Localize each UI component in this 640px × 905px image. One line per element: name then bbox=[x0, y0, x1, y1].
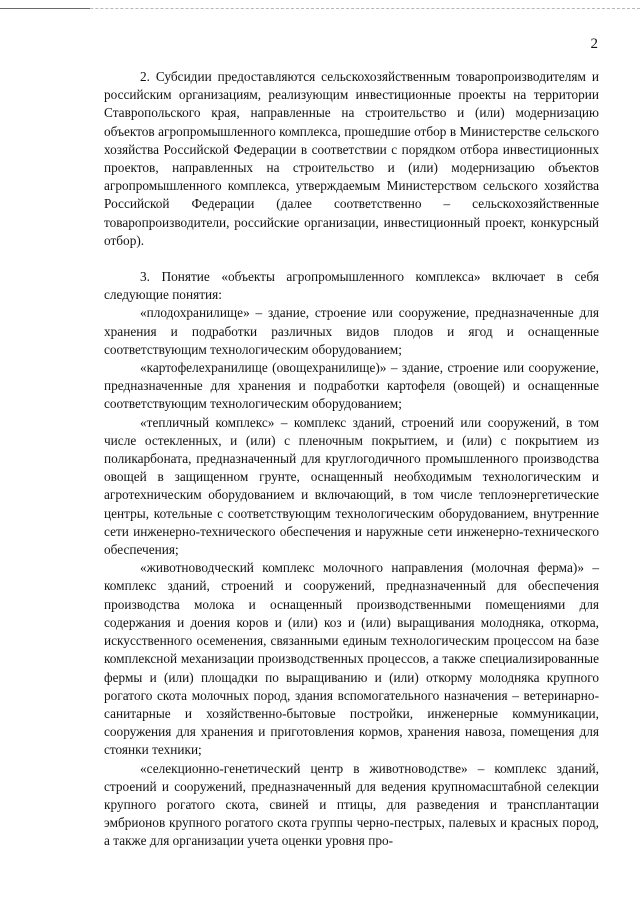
paragraph-potato-storage: «картофелехранилище (овощехранилище)» – здание, строение или сооружение, предназначенные для хранения и подработки картофеля (овощей) и оснащенные соответствующим технологическим оборудованием; bbox=[104, 360, 599, 412]
paragraph-fruit-storage: «плодохранилище» – здание, строение или сооружение, предназначенные для хранения и подработки различных видов плодов и ягод и оснащенные соответствующим технологическим оборудованием; bbox=[104, 305, 599, 357]
document-body bbox=[104, 68, 599, 851]
scan-top-edge-mark bbox=[0, 8, 90, 9]
scan-top-edge-line bbox=[0, 8, 640, 9]
paragraph-dairy-complex: «животноводческий комплекс молочного направления (молочная ферма)» – комплекс зданий, строений и сооружений, предназначенный для обеспечения производства молока и оснащенный производственными помещениями для содержания и доения коров и (или) коз и (или) выращивания молодняка, откорма, искусственного осеменения, связанными единым технологическим процессом на базе комплексной механизации производственных процессов, а также специализированные фермы и (или) площадки по выращиванию и (или) откорму молодняка крупного рогатого скота молочных пород, здания вспомогательного назначения – ветеринарно-санитарные и хозяйственно-бытовые постройки, инженерные коммуникации, сооружения для хранения и приготовления кормов, хранения навоза, помещения для стоянки техники; bbox=[104, 560, 599, 758]
paragraph-breeding-center: «селекционно-генетический центр в животноводстве» – комплекс зданий, строений и сооружений, предназначенный для ведения крупномасштабной селекции крупного рогатого скота, свиней и птицы, для разведения и трансплантации эмбрионов крупного рогатого скота группы черно-пестрых, палевых и красных пород, а также для организации учета оценки уровня про- bbox=[104, 760, 599, 849]
paragraph-agro-concept: 3. Понятие «объекты агропромышленного комплекса» включает в себя следующие понятия: bbox=[104, 269, 599, 303]
paragraph-subsidies: 2. Субсидии предоставляются сельскохозяйственным товаропроизводителям и российским организациям, реализующим инвестиционные проекты на территории Ставропольского края, направленные на строительство и (или) модернизацию объектов агропромышленного комплекса, прошедшие отбор в Министерстве сельского хозяйства Российской Федерации в соответствии с порядком отбора инвестиционных проектов, направленных на строительство и (или) модернизацию объектов агропромышленного комплекса, утверждаемым Министерством сельского хозяйства Российской Федерации (далее соответственно – сельскохозяйственные товаропроизводители, российские организации, инвестиционный проект, конкурсный отбор). bbox=[104, 69, 599, 248]
page-number: 2 bbox=[590, 36, 598, 52]
paragraph-greenhouse-complex: «тепличный комплекс» – комплекс зданий, строений или сооружений, в том числе остекленных, и (или) с пленочным покрытием, и (или) с покрытием из поликарбоната, предназначенный для круглогодичного промышленного производства овощей в защищенном грунте, оснащенный необходимым технологическим и агротехническим оборудованием и включающий, в том числе теплоэнергетические центры, котельные с соответствующим технологическим оборудованием, внутренние сети инженерно-технического обеспечения и наружные сети инженерно-технического обеспечения; bbox=[104, 414, 599, 558]
